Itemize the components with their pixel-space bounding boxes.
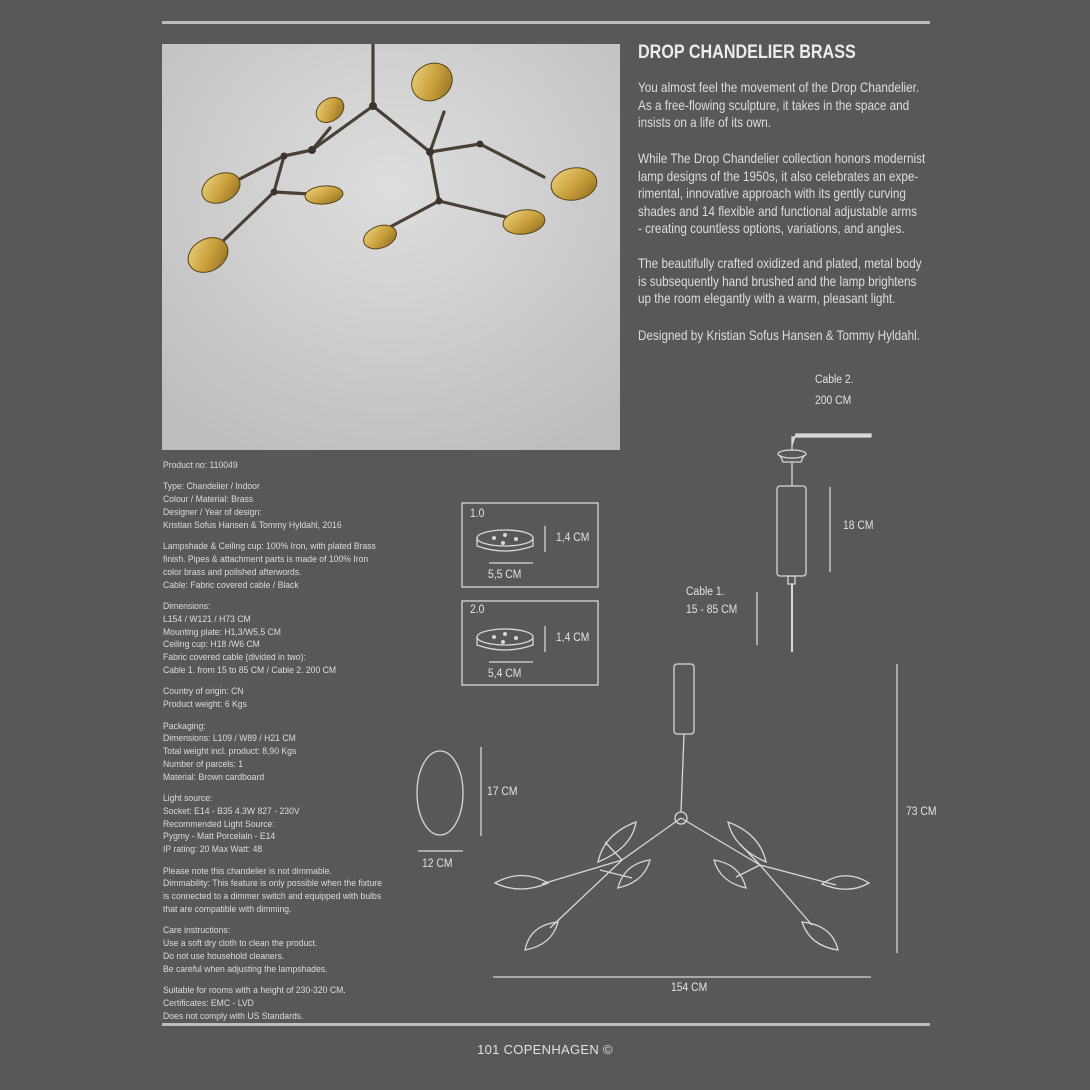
spec-line: Dimensions: L109 / W89 / H21 CM — [163, 732, 296, 744]
shade-arm-3 — [598, 822, 636, 862]
brand-footer: 101 COPENHAGEN © — [477, 1042, 613, 1057]
spec-line: Socket: E14 - B35 4.3W 827 - 230V — [163, 804, 300, 816]
text-line: While The Drop Chandelier collection honors modernist — [638, 151, 926, 166]
plate-1-width: 5,5 CM — [488, 569, 522, 581]
shade-arm-2 — [525, 922, 558, 950]
spec-line: Recommended Light Source: — [163, 817, 275, 829]
shade-arm-7 — [728, 822, 766, 862]
plate-2-id: 2.0 — [470, 604, 485, 616]
shade-outline — [417, 751, 463, 835]
spec-line: Type: Chandelier / Indoor — [163, 480, 260, 492]
ceiling-cup — [777, 486, 806, 576]
spec-line: Mounting plate: H1,3/W5,5 CM — [163, 625, 281, 637]
plate-1-id: 1.0 — [470, 508, 485, 520]
spec-line: Dimmability: This feature is only possible when the fixture — [163, 877, 382, 889]
cable-2-length: 200 CM — [815, 395, 852, 407]
text-line: Designed by Kristian Sofus Hansen & Tommy Hyldahl. — [638, 328, 921, 343]
ceiling-cup-height: 18 CM — [843, 520, 874, 532]
spec-line: Be careful when adjusting the lampshades. — [163, 962, 328, 974]
spec-line: Packaging: — [163, 719, 206, 731]
spec-line: is connected to a dimmer switch and equipped with bulbs — [163, 890, 382, 902]
cable-2-line — [792, 434, 871, 445]
spec-line: Product no: 110049 — [163, 459, 238, 470]
text-line: - creating countless options, variations, and angles. — [638, 221, 905, 237]
text-line: insists on a life of its own. — [638, 115, 771, 131]
ceiling-plate — [778, 450, 806, 458]
spec-line: Fabric covered cable (divided in two): — [163, 651, 306, 663]
spec-line: Suitable for rooms with a height of 230-320 CM. — [163, 984, 346, 996]
spec-line: Total weight incl. product: 8,90 Kgs — [163, 745, 297, 757]
spec-line: Lampshade & Ceiling cup: 100% Iron, with plated Brass — [163, 540, 376, 552]
spec-line: Kristian Sofus Hansen & Tommy Hyldahl, 2016 — [163, 518, 342, 530]
spec-line: color brass and polished afterwords. — [163, 565, 302, 577]
spec-line: finish. Pipes & attachment parts is made of 100% Iron — [163, 552, 369, 564]
text-line: is subsequently hand brushed and the lamp brightens — [638, 273, 917, 289]
text-line: You almost feel the movement of the Drop Chandelier. — [638, 80, 920, 95]
cable-1-label: Cable 1. — [686, 586, 725, 598]
spec-line: Cable: Fabric covered cable / Black — [163, 578, 299, 590]
text-line: shades and 14 flexible and functional adjustable arms — [638, 203, 918, 219]
shade-arm-6 — [802, 922, 838, 950]
cable-1-length: 15 - 85 CM — [686, 604, 738, 616]
chandelier-cup — [674, 664, 694, 734]
spec-line: Does not comply with US Standards. — [163, 1009, 304, 1021]
spec-line: Country of origin: CN — [163, 685, 244, 697]
shade-height: 17 CM — [487, 786, 518, 798]
spec-line: Material: Brown cardboard — [163, 770, 265, 782]
spec-line: Light source: — [163, 792, 213, 804]
spec-line: Care instructions: — [163, 924, 231, 936]
plate-1-height: 1,4 CM — [556, 532, 590, 544]
spec-line: Colour / Material: Brass — [163, 493, 254, 505]
text-line: up the room elegantly with a warm, pleasant light. — [638, 291, 896, 307]
spec-line: Cable 1. from 15 to 85 CM / Cable 2. 200 CM — [163, 663, 337, 675]
total-height: 73 CM — [906, 806, 937, 818]
spec-line: Number of parcels: 1 — [163, 757, 244, 769]
product-title: DROP CHANDELIER BRASS — [638, 42, 856, 63]
spec-line: Product weight: 6 Kgs — [163, 698, 247, 710]
spec-line: Please note this chandelier is not dimmable. — [163, 864, 332, 876]
bottom-divider — [162, 1023, 930, 1026]
spec-line: Certificates: EMC - LVD — [163, 997, 254, 1009]
spec-line: that are compatible with dimming. — [163, 903, 292, 915]
spec-line: IP rating: 20 Max Watt: 48 — [163, 843, 263, 855]
spec-line: Pygmy - Matt Porcelain - E14 — [163, 830, 276, 842]
text-line: The beautifully crafted oxidized and plated, metal body — [638, 256, 922, 271]
spec-line: Do not use household cleaners. — [163, 950, 285, 962]
spec-line: Dimensions: — [163, 599, 211, 611]
spec-line: L154 / W121 / H73 CM — [163, 612, 251, 624]
plate-2-height: 1,4 CM — [556, 632, 590, 644]
text-line: lamp designs of the 1950s, it also celebrates an expe- — [638, 168, 919, 184]
cable-2-label: Cable 2. — [815, 374, 854, 386]
text-line: rimental, innovative approach with its gently curving — [638, 186, 906, 202]
plate-2-width: 5,4 CM — [488, 668, 522, 680]
spec-line: Designer / Year of design: — [163, 505, 262, 517]
spec-line: Ceiling cup: H18 /W6 CM — [163, 638, 260, 650]
shade-width: 12 CM — [422, 858, 453, 870]
spec-line: Use a soft dry cloth to clean the product. — [163, 937, 318, 949]
text-line: As a free-flowing sculpture, it takes in the space and — [638, 97, 910, 113]
shade-arm-1 — [495, 876, 548, 890]
total-length: 154 CM — [671, 982, 708, 994]
shade-arm-4 — [618, 860, 650, 888]
